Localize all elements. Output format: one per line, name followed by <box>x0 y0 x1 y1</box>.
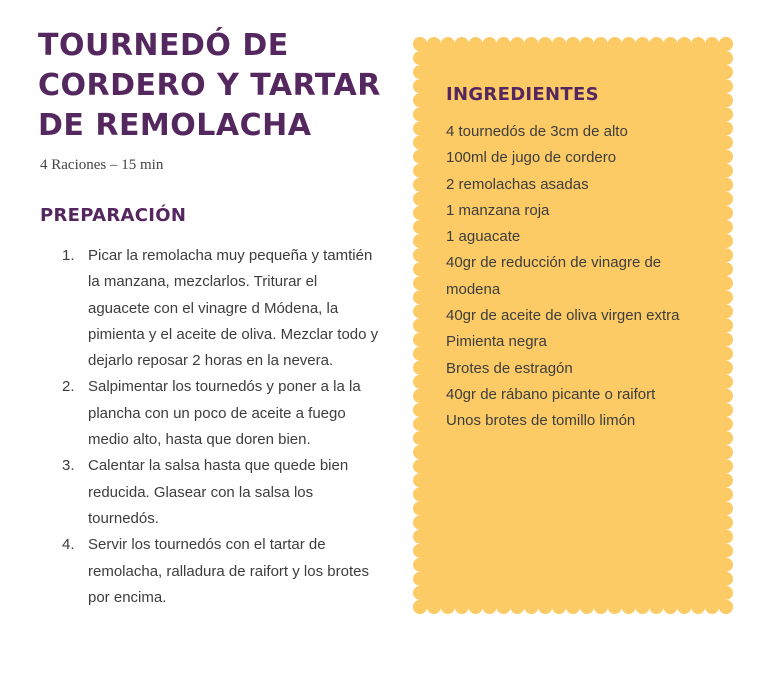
step-number: 1. <box>62 247 75 264</box>
ingredient-item: 1 manzana roja <box>446 201 550 219</box>
ingredient-item: 40gr de aceite de oliva virgen extra <box>446 307 680 325</box>
ingredient-item: 1 aguacate <box>446 228 521 246</box>
step-number: 3. <box>62 457 75 475</box>
ingredient-item: 4 tournedós de 3cm de alto <box>446 123 628 140</box>
step-item <box>62 453 382 532</box>
step-text: Servir los tournedós con el tartar de remolacha, ralladura de raifort y los brotes por encima. <box>88 536 369 606</box>
ingredient-item: 100ml de jugo de cordero <box>446 149 617 167</box>
ingredients-list <box>446 119 716 435</box>
step-item <box>62 243 382 374</box>
ingredients-heading: INGREDIENTES <box>446 84 599 105</box>
ingredient-item: Pimienta negra <box>446 333 547 351</box>
ingredient-item: Brotes de estragón <box>446 359 573 377</box>
ingredient-item: 2 remolachas asadas <box>446 175 589 193</box>
preparation-steps <box>62 243 382 611</box>
ingredient-item: Unos brotes de tomillo limón <box>446 412 636 430</box>
step-text: Salpimentar los tournedós y poner a la la plancha con un poco de aceite a fuego medio alto, hasta que doren bien. <box>88 378 361 449</box>
step-item <box>62 532 382 611</box>
step-text: Calentar la salsa hasta que quede bien reducida. Glasear con la salsa los tournedós. <box>88 457 349 527</box>
step-number: 4. <box>62 536 75 554</box>
servings-info: 4 Raciones – 15 min <box>40 157 164 173</box>
ingredients-card <box>413 37 733 614</box>
recipe-title: TOURNEDÓ DE CORDERO Y TARTAR DE REMOLACHA <box>38 28 381 143</box>
preparation-heading: PREPARACIÓN <box>40 205 187 226</box>
step-number: 2. <box>62 378 75 396</box>
step-text: Picar la remolacha muy pequeña y tamtién la manzana, mezclarlos. Triturar el aguacete con el vinagre d Módena, la pimienta y el aceite de oliva. Mezclar todo y dejarlo reposar 2 horas en la nevera. <box>88 247 379 370</box>
ingredient-item: 40gr de reducción de vinagre de modena <box>446 254 662 298</box>
step-item <box>62 374 382 453</box>
ingredient-item: 40gr de rábano picante o raifort <box>446 385 656 403</box>
